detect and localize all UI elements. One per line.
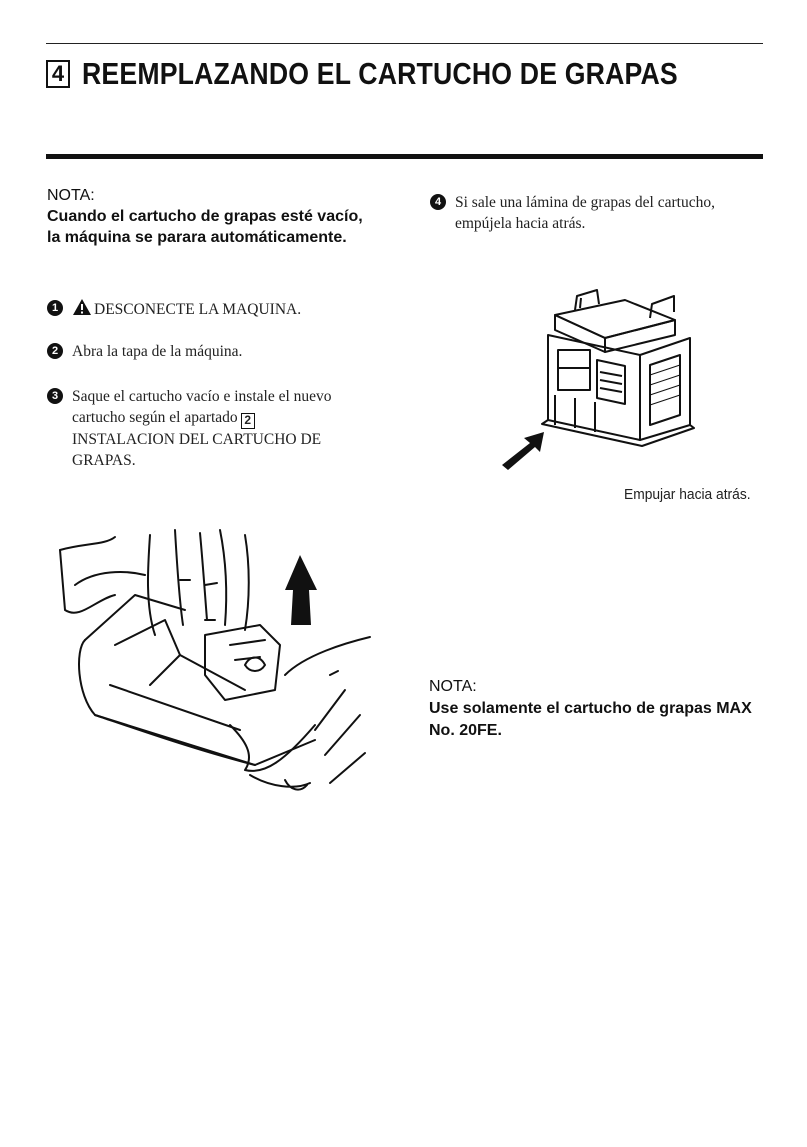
section-ref-box: 2	[241, 413, 255, 429]
step-3	[47, 386, 382, 471]
step-3-text-before: Saque el cartucho vacío e instale el nuevo cartucho según el apartado	[72, 388, 332, 426]
note-left-label: NOTA:	[47, 187, 95, 204]
step-1	[47, 298, 377, 320]
step-1-text: DESCONECTE LA MAQUINA.	[94, 301, 302, 318]
step-4-text: Si sale una lámina de grapas del cartucho, empújela hacia atrás.	[455, 194, 715, 232]
step-1-number: 1	[47, 300, 63, 316]
note-right-label: NOTA:	[429, 678, 477, 695]
header-divider	[46, 154, 763, 159]
warning-icon	[72, 298, 92, 316]
section-number-box: 4	[46, 60, 70, 88]
step-2-number: 2	[47, 343, 63, 359]
hand-removing-cartridge-illustration	[55, 525, 375, 795]
step-3-text-after: INSTALACION DEL CARTUCHO DE GRAPAS.	[72, 430, 322, 469]
step-4	[430, 192, 765, 234]
note-left-text: Cuando el cartucho de grapas esté vacío, la máquina se parara automáticamente.	[47, 208, 363, 246]
step-2-text: Abra la tapa de la máquina.	[72, 343, 243, 360]
note-left	[47, 185, 367, 248]
up-arrow-icon	[285, 555, 317, 625]
staple-cartridge-illustration	[500, 280, 700, 470]
push-arrow-icon	[502, 432, 544, 470]
note-right	[429, 676, 769, 742]
step-3-number: 3	[47, 388, 63, 404]
step-2	[47, 341, 377, 362]
page-title: REEMPLAZANDO EL CARTUCHO DE GRAPAS	[82, 56, 678, 91]
figure-caption: Empujar hacia atrás.	[624, 486, 751, 503]
section-header	[46, 56, 775, 92]
top-rule	[46, 43, 763, 44]
note-right-text: Use solamente el cartucho de grapas MAX No. 20FE.	[429, 700, 752, 739]
step-4-number: 4	[430, 194, 446, 210]
